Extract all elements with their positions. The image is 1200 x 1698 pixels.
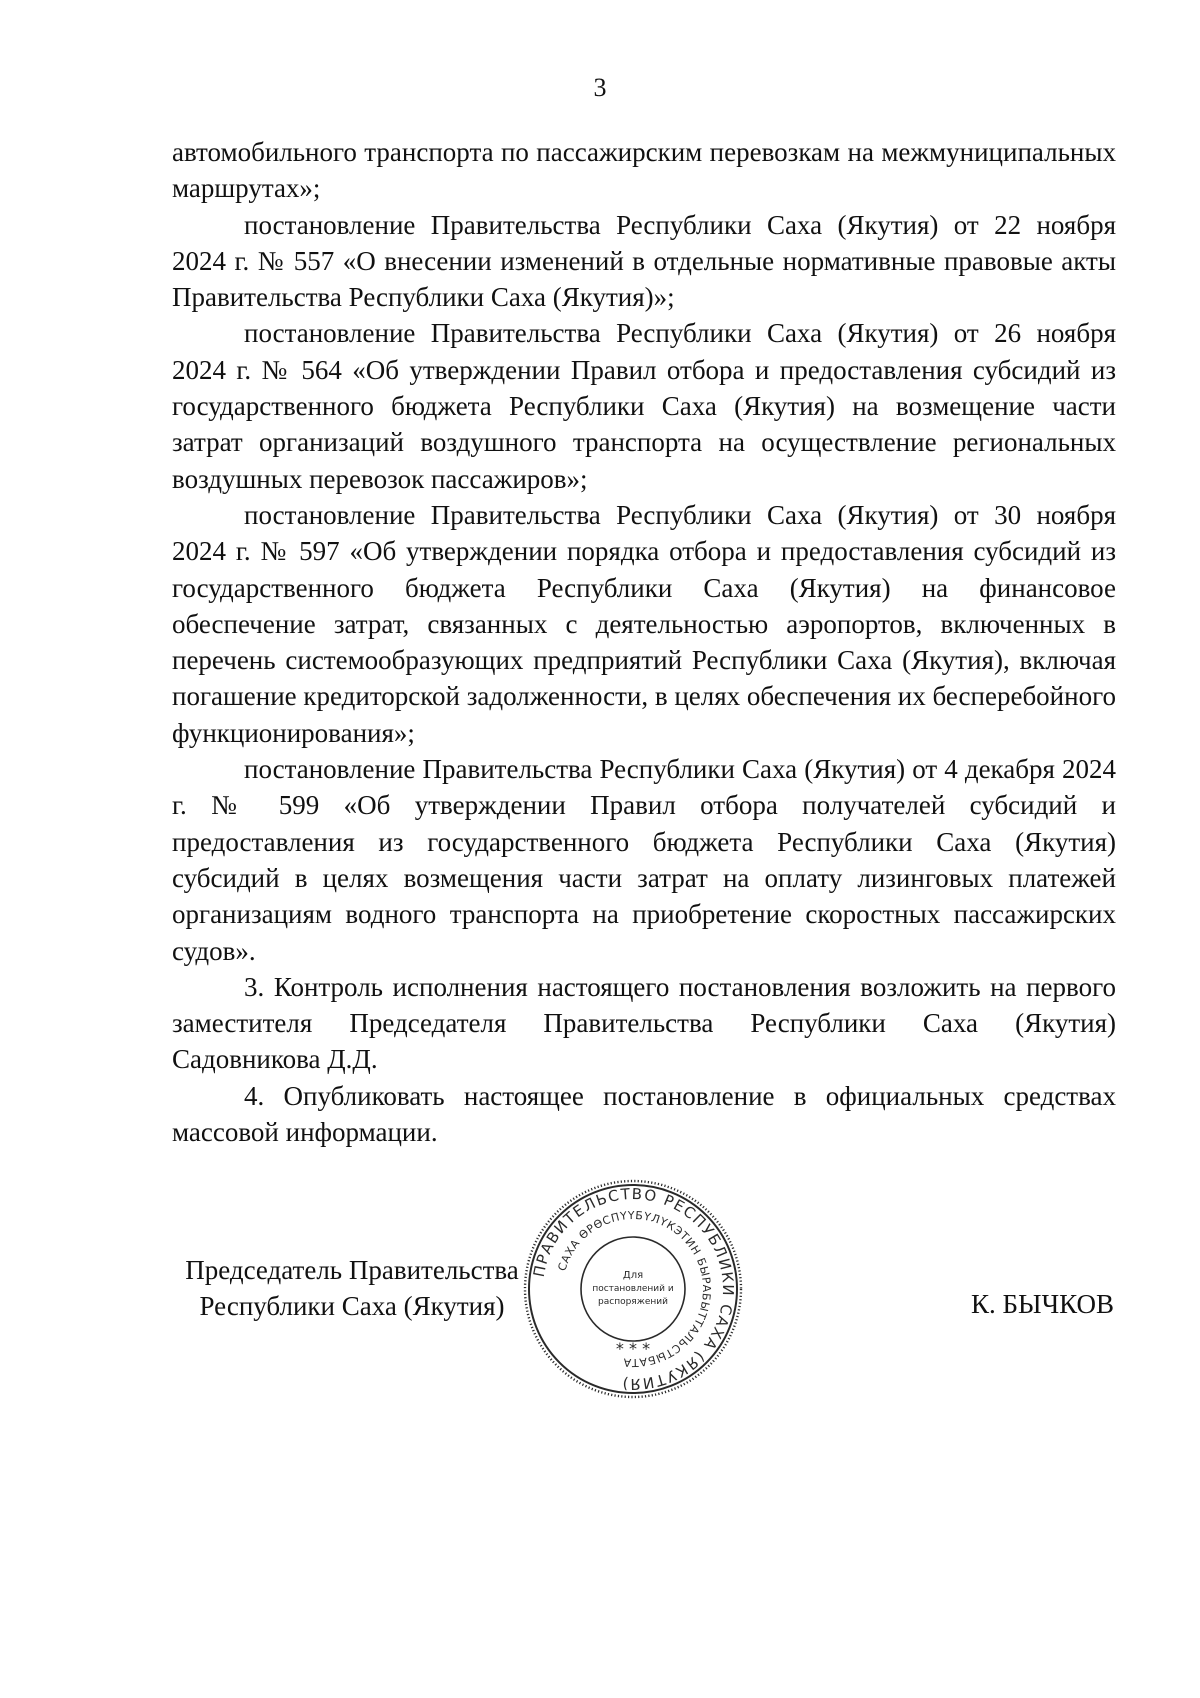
paragraph-decree-599: постановление Правительства Республики Саха (Якутия) от 4 декабря 2024 г. № 599 «Об утверждении Правил отбора получателей субсидий и предоставления из государственного бюджета Республики Саха (Якутия) субсидий в целях возмещения части затрат на оплату лизинговых платежей организациям водного транспорта на приобретение скоростных пассажирских судов». [172,754,1116,966]
stamp-outer-text: ПРАВИТЕЛЬСТВО РЕСПУБЛИКИ САХА (ЯКУТИЯ) [529,1184,738,1394]
paragraph-decree-597: постановление Правительства Республики Саха (Якутия) от 30 ноября 2024 г. № 597 «Об утверждении порядка отбора и предоставления субсидий из государственного бюджета Республики Саха (Якутия) на финансовое обеспечение затрат, связанных с деятельностью аэропортов, включенных в перечень системообразующих предприятий Республики Саха (Якутия), включая погашение кредиторской задолженности, в целях обеспечения их бесперебойного функционирования»; [172,499,1116,748]
signatory-title-line-2: Республики Саха (Якутия) [199,1291,505,1321]
document-body [172,134,1116,1150]
paragraph-decree-564: постановление Правительства Республики Саха (Якутия) от 26 ноября 2024 г. № 564 «Об утверждении Правил отбора и предоставления субсидий из государственного бюджета Республики Саха (Якутия) на возмещение части затрат организаций воздушного транспорта на осуществление региональных воздушных перевозок пассажиров»; [172,318,1116,494]
paragraph-continuation: автомобильного транспорта по пассажирским перевозкам на межмуниципальных маршрутах»; [172,137,1116,204]
paragraph-decree-557: постановление Правительства Республики Саха (Якутия) от 22 ноября 2024 г. № 557 «О внесении изменений в отдельные нормативные правовые акты Правительства Республики Саха (Якутия)»; [172,209,1116,313]
signatory-name: К. БЫЧКОВ [971,1289,1114,1319]
stamp-inner-text: САХА ӨРӨСПҮҮБҮЛҮКЭТИН БЫРАБЫТТАЛЬСТЫБАТА [555,1208,714,1370]
stamp-center-line-1: Для [622,1270,644,1281]
stamp-center-line-2: постановлений и [592,1284,674,1294]
signatory-title-line-1: Председатель Правительства [185,1255,519,1285]
page-number: 3 [593,73,607,102]
official-seal-stamp [522,1178,744,1400]
stamp-center-line-3: распоряжений [598,1297,668,1307]
signatory-title [172,1252,532,1324]
stamp-stars: * * * [615,1339,651,1358]
paragraph-item-3-control: 3. Контроль исполнения настоящего постановления возложить на первого заместителя Председателя Правительства Республики Саха (Якутия) Садовникова Д.Д. [172,971,1116,1075]
paragraph-item-4-publish: 4. Опубликовать настоящее постановление в официальных средствах массовой информации. [172,1080,1116,1148]
